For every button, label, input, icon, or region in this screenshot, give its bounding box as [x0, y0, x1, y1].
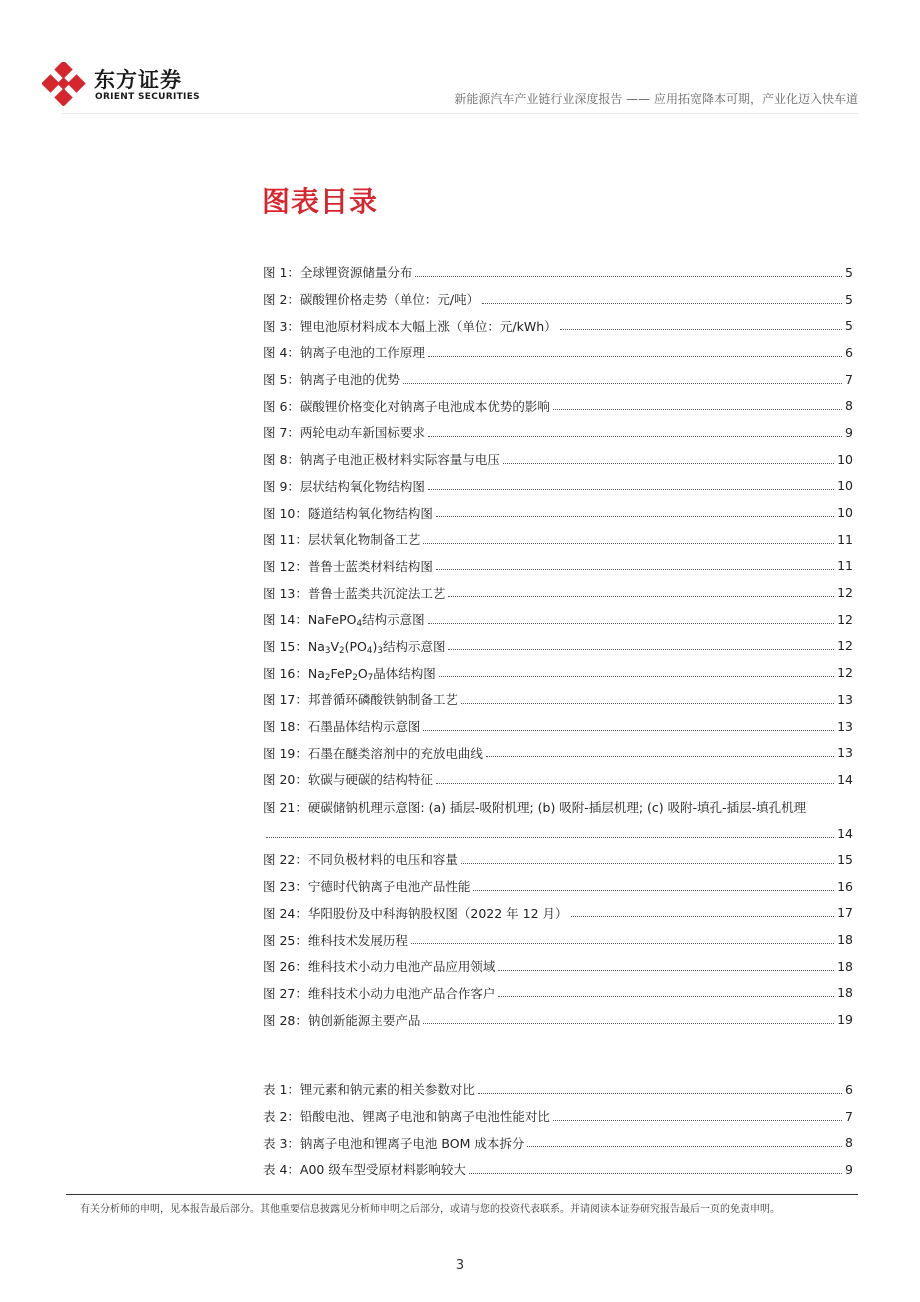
toc-entry-figure-13[interactable] — [263, 579, 853, 606]
leader-dots — [498, 970, 834, 971]
leader-dots — [415, 276, 842, 277]
toc-entry-label: 图 17：邦普循环磷酸铁钠制备工艺 — [263, 692, 458, 708]
toc-entry-figure-14[interactable] — [263, 606, 853, 633]
logo-name-cn: 东方证券 — [94, 68, 182, 92]
toc-entry-label: 图 7：两轮电动车新国标要求 — [263, 425, 425, 441]
toc-entry-label: 图 10：隧道结构氧化物结构图 — [263, 505, 433, 521]
toc-entry-page: 12 — [837, 585, 853, 601]
leader-dots — [461, 863, 834, 864]
page-number: 3 — [455, 1258, 465, 1273]
toc-entry-label: 图 6：碳酸锂价格变化对钠离子电池成本优势的影响 — [263, 398, 550, 414]
leader-dots — [439, 676, 834, 677]
toc-entry-figure-20[interactable] — [263, 766, 853, 793]
report-header-title: 新能源汽车产业链行业深度报告 —— 应用拓宽降本可期，产业化迈入快车道 — [454, 92, 858, 106]
toc-entry-figure-24[interactable] — [263, 900, 853, 927]
toc-entry-page: 18 — [837, 932, 853, 948]
leader-dots — [403, 383, 842, 384]
toc-entry-label: 图 12：普鲁士蓝类材料结构图 — [263, 558, 433, 574]
toc-entry-figure-6[interactable] — [263, 392, 853, 419]
toc-entry-label: 图 18：石墨晶体结构示意图 — [263, 719, 421, 735]
toc-entry-figure-25[interactable] — [263, 926, 853, 953]
leader-dots — [436, 516, 834, 517]
toc-entry-page: 15 — [837, 851, 853, 867]
toc-entry-figure-26[interactable] — [263, 953, 853, 980]
toc-entry-label: 图 3：锂电池原材料成本大幅上涨（单位：元/kWh） — [263, 318, 557, 334]
toc-entry-page: 11 — [837, 558, 853, 574]
toc-entry-label: 图 14：NaFePO$_4$结构示意图 — [263, 612, 425, 630]
toc-entry-page: 5 — [845, 318, 853, 334]
toc-entry-figure-23[interactable] — [263, 873, 853, 900]
toc-entry-page: 14 — [837, 771, 853, 787]
toc-entry-figure-17[interactable] — [263, 686, 853, 713]
toc-entry-page: 16 — [837, 878, 853, 894]
leader-dots — [553, 409, 842, 410]
toc-entry-figure-7[interactable] — [263, 419, 853, 446]
toc-entry-figure-28[interactable] — [263, 1006, 853, 1033]
toc-entry-page: 9 — [845, 1161, 853, 1177]
toc-entry-page: 5 — [845, 264, 853, 280]
toc-entry-label: 表 2：铅酸电池、锂离子电池和钠离子电池性能对比 — [263, 1109, 550, 1125]
toc-entry-label: 图 23：宁德时代钠离子电池产品性能 — [263, 879, 471, 895]
toc-entry-label: 图 9：层状结构氧化物结构图 — [263, 478, 425, 494]
toc-entry-label: 表 1：锂元素和钠元素的相关参数对比 — [263, 1082, 475, 1098]
footer-divider — [66, 1194, 858, 1195]
toc-entry-figure-27[interactable] — [263, 980, 853, 1007]
toc-entry-figure-12[interactable] — [263, 553, 853, 580]
toc-entry-figure-15[interactable] — [263, 633, 853, 660]
leader-dots — [469, 1173, 842, 1174]
leader-dots — [436, 783, 834, 784]
toc-entry-label: 图 15：$Na_3V_2(PO_4)_3$结构示意图 — [263, 638, 446, 656]
toc-entry-page: 5 — [845, 291, 853, 307]
leader-dots — [553, 1120, 842, 1121]
toc-entry-label: 图 20：软碳与硬碳的结构特征 — [263, 772, 433, 788]
toc-entry-figure-22[interactable] — [263, 846, 853, 873]
toc-entry-label: 图 11：层状氧化物制备工艺 — [263, 532, 421, 548]
figure-list — [263, 259, 853, 1033]
toc-entry-figure-18[interactable] — [263, 713, 853, 740]
leader-dots — [448, 596, 834, 597]
toc-entry-label: 图 2：碳酸锂价格走势（单位：元/吨） — [263, 292, 480, 308]
leader-dots — [571, 916, 835, 917]
toc-entry-figure-3[interactable] — [263, 312, 853, 339]
toc-entry-figure-8[interactable] — [263, 446, 853, 473]
leader-dots — [498, 996, 834, 997]
leader-dots — [448, 649, 834, 650]
toc-entry-page: 17 — [837, 905, 853, 921]
toc-entry-label: 图 25：维科技术发展历程 — [263, 932, 408, 948]
toc-entry-page: 10 — [837, 505, 853, 521]
toc-entry-figure-16[interactable] — [263, 659, 853, 686]
toc-entry-label: 图 24：华阳股份及中科海钠股权图（2022 年 12 月） — [263, 905, 568, 921]
toc-title: 图表目录 — [262, 185, 379, 218]
toc-entry-figure-10[interactable] — [263, 499, 853, 526]
toc-entry-label: 图 4：钠离子电池的工作原理 — [263, 345, 425, 361]
logo-name-en: ORIENT SECURITIES — [95, 92, 200, 102]
leader-dots — [411, 943, 834, 944]
leader-dots — [423, 543, 834, 544]
toc-entry-label: 图 28：钠创新能源主要产品 — [263, 1012, 421, 1028]
leader-dots — [560, 329, 842, 330]
leader-dots — [503, 463, 834, 464]
leader-dots — [428, 356, 842, 357]
leader-dots — [436, 569, 834, 570]
toc-entry-label: 表 3：钠离子电池和锂离子电池 BOM 成本拆分 — [263, 1135, 525, 1151]
leader-dots — [486, 756, 834, 757]
leader-dots — [473, 890, 834, 891]
toc-entry-page: 13 — [837, 718, 853, 734]
toc-entry-page: 13 — [837, 745, 853, 761]
toc-entry-table-4[interactable] — [263, 1156, 853, 1183]
toc-entry-label: 图 5：钠离子电池的优势 — [263, 372, 400, 388]
toc-entry-figure-21[interactable] — [263, 793, 853, 846]
toc-entry-page: 8 — [845, 398, 853, 414]
leader-dots — [527, 1146, 842, 1147]
company-logo — [42, 62, 232, 106]
toc-entry-page: 11 — [837, 531, 853, 547]
leader-dots — [461, 703, 834, 704]
leader-dots — [266, 837, 834, 838]
toc-entry-page: 6 — [845, 1081, 853, 1097]
toc-entry-figure-11[interactable] — [263, 526, 853, 553]
toc-entry-page: 12 — [837, 611, 853, 627]
toc-entry-figure-9[interactable] — [263, 473, 853, 500]
toc-entry-page: 12 — [837, 638, 853, 654]
toc-entry-label: 图 13：普鲁士蓝类共沉淀法工艺 — [263, 585, 446, 601]
toc-entry-page: 18 — [837, 958, 853, 974]
toc-entry-label: 图 8：钠离子电池正极材料实际容量与电压 — [263, 452, 500, 468]
toc-entry-label: 图 19：石墨在醚类溶剂中的充放电曲线 — [263, 745, 483, 761]
toc-entry-figure-2[interactable] — [263, 286, 853, 313]
toc-entry-page: 13 — [837, 691, 853, 707]
toc-entry-page: 8 — [845, 1135, 853, 1151]
toc-entry-page: 10 — [837, 478, 853, 494]
toc-entry-label: 图 26：维科技术小动力电池产品应用领域 — [263, 959, 496, 975]
toc-entry-figure-5[interactable] — [263, 366, 853, 393]
toc-entry-page: 7 — [845, 1108, 853, 1124]
table-list — [263, 1076, 853, 1183]
leader-dots — [423, 730, 834, 731]
toc-entry-table-2[interactable] — [263, 1103, 853, 1130]
footer-disclaimer: 有关分析师的申明，见本报告最后部分。其他重要信息披露见分析师申明之后部分，或请与您的投资代表联系。并请阅读本证券研究报告最后一页的免责申明。 — [80, 1204, 780, 1215]
toc-entry-label: 图 27：维科技术小动力电池产品合作客户 — [263, 985, 496, 1001]
toc-entry-page: 12 — [837, 665, 853, 681]
leader-dots — [428, 436, 842, 437]
toc-entry-label: 图 21：硬碳储钠机理示意图: (a) 插层-吸附机理; (b) 吸附-插层机理; (c) 吸附-填孔-插层-填孔机理 — [263, 799, 807, 815]
leader-dots — [423, 1023, 834, 1024]
toc-entry-figure-1[interactable] — [263, 259, 853, 286]
orient-securities-logo-icon — [42, 62, 86, 106]
toc-entry-page: 7 — [845, 371, 853, 387]
toc-entry-page: 10 — [837, 451, 853, 467]
toc-entry-figure-19[interactable] — [263, 739, 853, 766]
toc-entry-label: 表 4：A00 级车型受原材料影响较大 — [263, 1162, 466, 1178]
toc-entry-page: 6 — [845, 344, 853, 360]
toc-entry-page: 14 — [837, 826, 853, 842]
toc-entry-figure-4[interactable] — [263, 339, 853, 366]
toc-entry-label: 图 1：全球锂资源储量分布 — [263, 265, 413, 281]
toc-entry-table-1[interactable] — [263, 1076, 853, 1103]
leader-dots — [428, 623, 835, 624]
toc-entry-page: 19 — [837, 1012, 853, 1028]
toc-entry-label: 图 16：$Na_2FeP_2O_7$晶体结构图 — [263, 665, 436, 683]
header-divider — [62, 113, 858, 114]
leader-dots — [428, 489, 834, 490]
toc-entry-page: 18 — [837, 985, 853, 1001]
leader-dots — [482, 303, 842, 304]
leader-dots — [478, 1093, 842, 1094]
toc-entry-label: 图 22：不同负极材料的电压和容量 — [263, 852, 458, 868]
toc-entry-continuation — [263, 826, 853, 841]
toc-entry-table-3[interactable] — [263, 1129, 853, 1156]
toc-entry-page: 9 — [845, 424, 853, 440]
